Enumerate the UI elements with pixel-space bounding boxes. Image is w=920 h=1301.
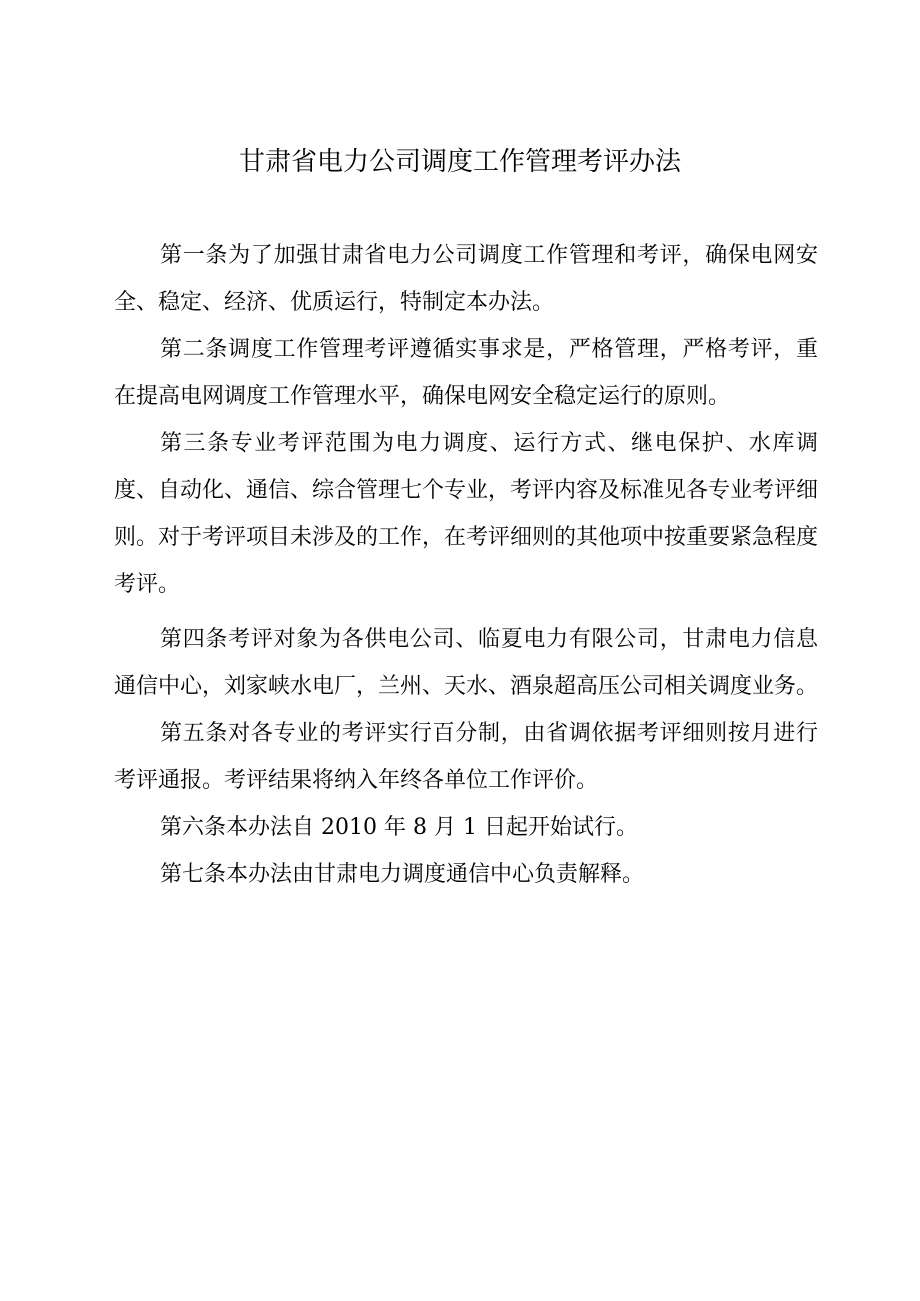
article-6: 第六条本办法自 2010 年 8 月 1 日起开始试行。 — [160, 815, 638, 840]
document-title: 甘肃省电力公司调度工作管理考评办法 — [238, 147, 681, 177]
document-body — [114, 232, 818, 898]
article-5: 第五条对各专业的考评实行百分制，由省调依据考评细则按月进行考评通报。考评结果将纳入年终各单位工作评价。 — [114, 721, 818, 793]
article-2: 第二条调度工作管理考评遵循实事求是，严格管理，严格考评，重在提高电网调度工作管理水平，确保电网安全稳定运行的原则。 — [114, 337, 818, 409]
article-7: 第七条本办法由甘肃电力调度通信中心负责解释。 — [160, 862, 645, 887]
article-4: 第四条考评对象为各供电公司、临夏电力有限公司，甘肃电力信息通信中心，刘家峡水电厂，兰州、天水、酒泉超高压公司相关调度业务。 — [114, 627, 819, 699]
article-1: 第一条为了加强甘肃省电力公司调度工作管理和考评，确保电网安全、稳定、经济、优质运行，特制定本办法。 — [114, 243, 818, 315]
article-3: 第三条专业考评范围为电力调度、运行方式、继电保护、水库调度、自动化、通信、综合管理七个专业，考评内容及标准见各专业考评细则。对于考评项目未涉及的工作，在考评细则的其他项中按重要紧急程度考评。 — [114, 431, 819, 597]
